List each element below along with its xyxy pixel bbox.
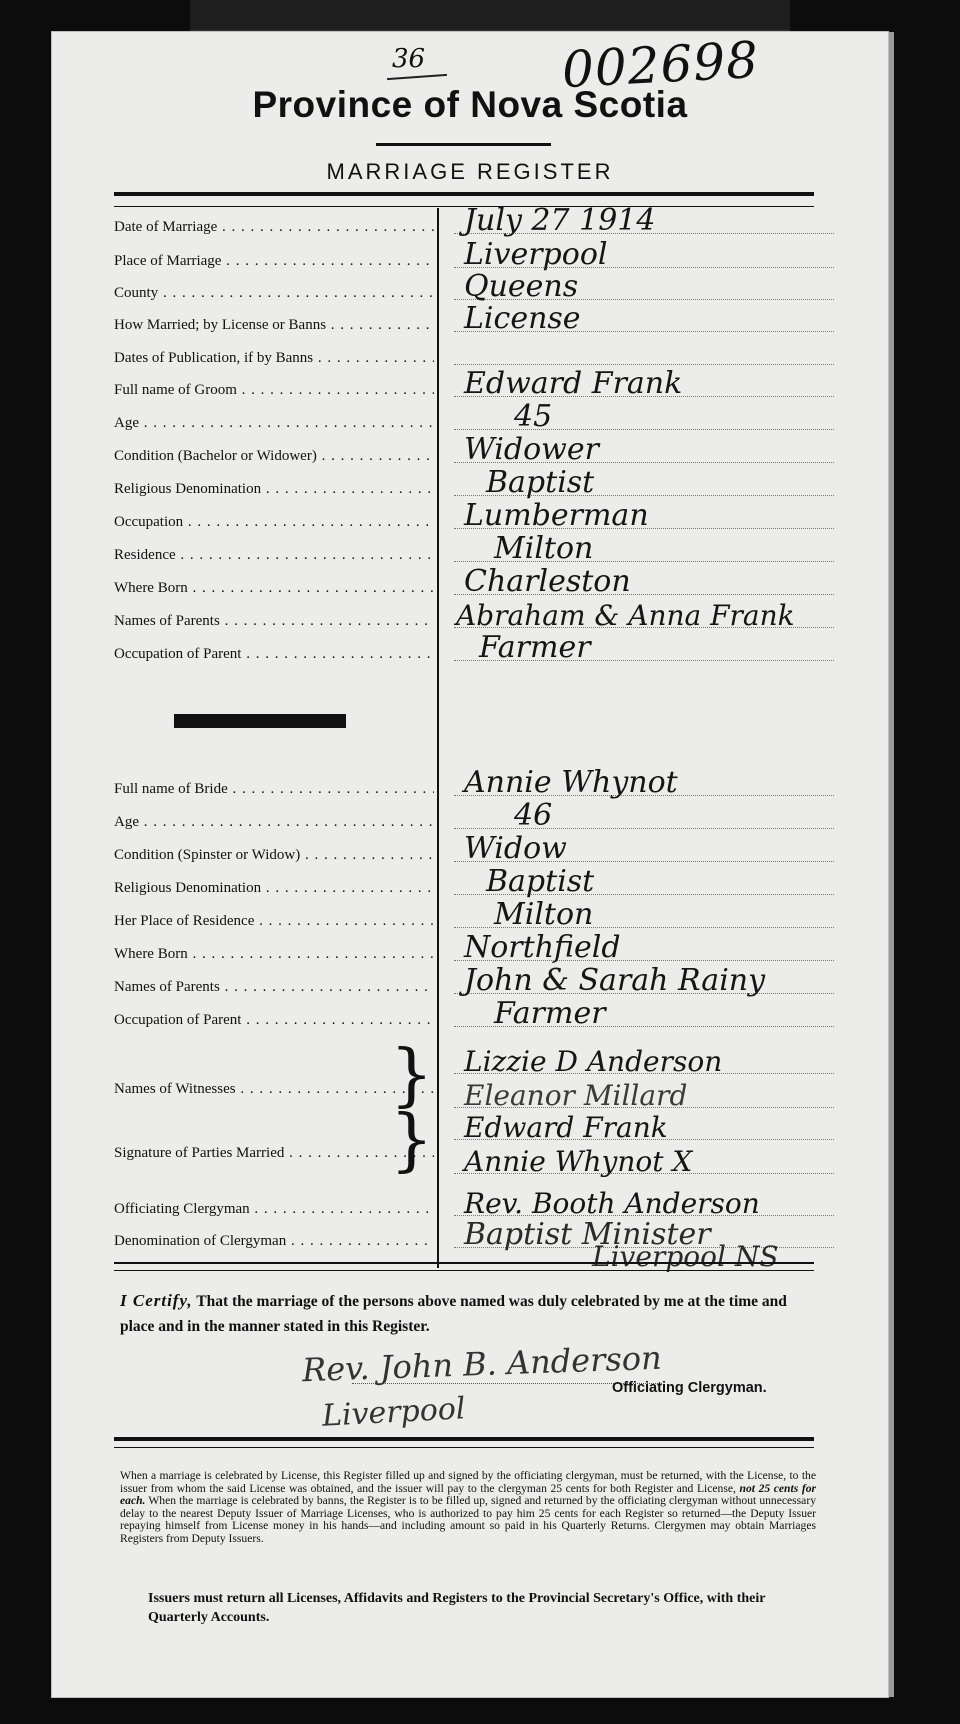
- field-label: Where Born . . .: [114, 580, 434, 597]
- fill-line: [454, 828, 834, 829]
- instructions-note: [120, 1470, 816, 1546]
- clergy-place: Liverpool NS: [592, 1240, 779, 1273]
- witness-name: Lizzie D Anderson: [464, 1045, 723, 1078]
- signature-text: Edward Frank: [464, 1111, 668, 1144]
- field-label: Officiating Clergyman . . .: [114, 1201, 434, 1218]
- register-stamp-number: 002698: [560, 30, 761, 100]
- field-label: Residence . . .: [114, 547, 434, 564]
- clergy-role-label: Officiating Clergyman.: [612, 1380, 767, 1396]
- field-value: Milton: [494, 531, 594, 566]
- note-emphasis: not 25 cents for each.: [120, 1481, 817, 1508]
- field-label: Date of Marriage . . .: [114, 219, 434, 236]
- field-label: Full name of Bride . . .: [114, 781, 434, 798]
- field-value: 46: [514, 798, 553, 833]
- small-stamp-underline: [387, 74, 447, 80]
- witness-brace: }: [390, 1036, 434, 1115]
- column-divider: [437, 208, 439, 1268]
- field-value: John & Sarah Rainy: [464, 963, 766, 998]
- field-value: Farmer: [479, 630, 591, 665]
- field-label: Religious Denomination . . .: [114, 481, 434, 498]
- field-value: Farmer: [494, 996, 606, 1031]
- field-value: License: [464, 301, 581, 336]
- field-value: Liverpool: [464, 237, 608, 272]
- field-label: Occupation of Parent . . .: [114, 1012, 434, 1029]
- field-value: Lumberman: [464, 498, 649, 533]
- field-value: Charleston: [464, 564, 631, 599]
- field-value: Annie Whynot: [464, 765, 678, 800]
- signature-text: Annie Whynot X: [464, 1145, 693, 1178]
- footer-divider: [114, 1437, 814, 1448]
- field-label: Occupation of Parent . . .: [114, 646, 434, 663]
- page-title: Province of Nova Scotia: [252, 84, 688, 125]
- field-label: Full name of Groom . . .: [114, 382, 434, 399]
- field-label: Condition (Spinster or Widow) . . .: [114, 847, 434, 864]
- note-part-a: When a marriage is celebrated by License, this Register filled up and signed by the officiating clergyman, must be returned, with the License, to the issuer from whom the said License was obtained, and the issuer will pay to the clergyman 25 cents for both Register and License,: [120, 1469, 816, 1495]
- field-label: Denomination of Clergyman . . .: [114, 1233, 434, 1250]
- certify-text: That the marriage of the persons above named was duly celebrated by me at the time and place and in the manner stated in this Register.: [120, 1293, 787, 1335]
- page-subtitle: MARRIAGE REGISTER: [326, 159, 614, 184]
- field-value: Widower: [464, 432, 599, 467]
- field-label: Place of Marriage . . .: [114, 253, 434, 270]
- certification-statement: [120, 1288, 810, 1339]
- field-label: Names of Parents . . .: [114, 613, 434, 630]
- signature-brace: }: [390, 1101, 434, 1180]
- field-value: Widow: [464, 831, 567, 866]
- field-label: Where Born . . .: [114, 946, 434, 963]
- section-divider-bar: [174, 714, 346, 728]
- clergy-signature: Rev. John B. Anderson: [301, 1338, 663, 1390]
- field-value: Northfield: [464, 930, 621, 965]
- field-value: July 27 1914: [464, 203, 656, 238]
- scanner-top-strip: [190, 0, 790, 32]
- field-label: County . . .: [114, 285, 434, 302]
- field-label: How Married; by License or Banns . . .: [114, 317, 434, 334]
- field-value: Edward Frank: [464, 366, 683, 401]
- field-value: Queens: [464, 269, 579, 304]
- certify-divider: [114, 1262, 814, 1271]
- field-label: Names of Parents . . .: [114, 979, 434, 996]
- field-value: Baptist Minister: [464, 1217, 711, 1252]
- field-value: Abraham & Anna Frank: [456, 599, 795, 632]
- field-value: Baptist: [486, 864, 595, 899]
- field-value: Baptist: [486, 465, 595, 500]
- note-part-b: When the marriage is celebrated by banns, the Register is to be filled up, signed and returned by the officiating clergyman without unnecessary delay to the nearest Deputy Issuer of Marriage Licenses, who is authorized to pay him 25 cents for each Register so returned—the Deputy Issuer repaying himself from License money in his hands—and including amount so paid in his Quarterly Returns. Clergymen may obtain Marriages Registers from Deputy Issuers.: [120, 1494, 816, 1545]
- issuers-instruction: Issuers must return all Licenses, Affidavits and Registers to the Provincial Secretary's Office, with their Quarterly Accounts.: [148, 1591, 766, 1625]
- title-rule: [376, 143, 551, 146]
- register-sheet: [52, 32, 888, 1697]
- field-label: Age . . .: [114, 415, 434, 432]
- field-label: Dates of Publication, if by Banns . . .: [114, 350, 434, 367]
- witness-name: Eleanor Millard: [464, 1079, 688, 1112]
- clergy-signature-place: Liverpool: [321, 1391, 467, 1434]
- field-label: Age . . .: [114, 814, 434, 831]
- small-stamp-number: 36: [392, 44, 426, 74]
- field-label: Occupation . . .: [114, 514, 434, 531]
- field-label: Names of Witnesses . . .: [114, 1081, 434, 1098]
- field-label: Condition (Bachelor or Widower) . . .: [114, 448, 434, 465]
- fill-line: [454, 364, 834, 365]
- field-value: Milton: [494, 897, 594, 932]
- certify-lead: I Certify,: [120, 1291, 193, 1310]
- field-value: Rev. Booth Anderson: [464, 1187, 760, 1220]
- fill-line: [454, 429, 834, 430]
- field-label: Signature of Parties Married . . .: [114, 1145, 434, 1162]
- field-label: Religious Denomination . . .: [114, 880, 434, 897]
- field-label: Her Place of Residence . . .: [114, 913, 434, 930]
- field-value: 45: [514, 399, 553, 434]
